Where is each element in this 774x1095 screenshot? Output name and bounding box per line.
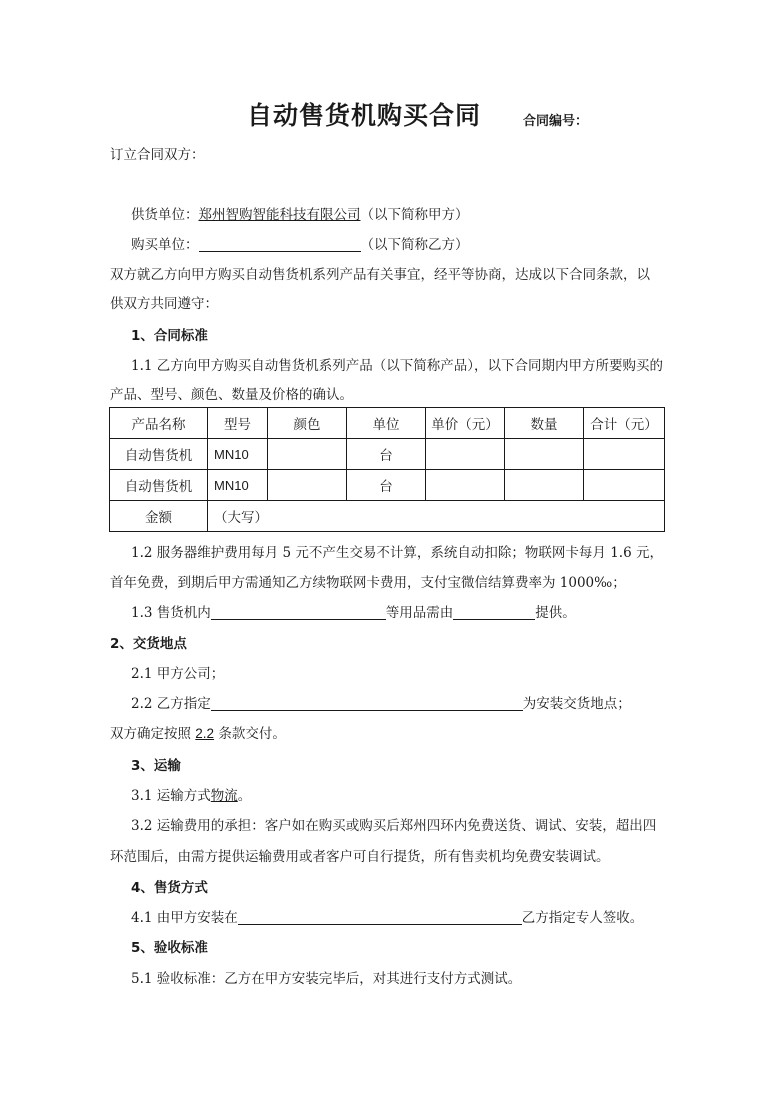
clause-3-1-value: 物流 [210,788,238,804]
section-1-heading: 1、合同标准 [131,328,208,344]
clause-4-1-suffix: 乙方指定专人签收。 [521,910,644,926]
table-header-row [110,408,665,439]
section-4-heading: 4、售货方式 [131,880,208,896]
clause-3-1-prefix: 3.1 运输方式 [131,788,211,804]
section-3-heading: 3、运输 [131,758,181,774]
clause-3-2-line-2: 环范围后，由需方提供运输费用或者客户可自行提货，所有售卖机均免费安装调试。 [110,849,610,865]
clause-5-1: 5.1 验收标准：乙方在甲方安装完毕后，对其进行支付方式测试。 [131,971,522,987]
cell-unit-price [426,439,505,470]
clause-2-2-suffix: 为安装交货地点； [522,696,631,712]
header-model: 型号 [208,408,268,439]
clause-3-2-line-1: 3.2 运输费用的承担：客户如在购买或购买后郑州四环内免费送货、调试、安装，超出四 [131,818,657,834]
delivery-confirm-suffix: 条款交付。 [214,726,286,742]
preamble-line-1: 双方就乙方向甲方购买自动售货机系列产品有关事宜，经平等协商，达成以下合同条款，以 [110,267,650,283]
delivery-confirm-ref: 2.2 [195,726,215,741]
amount-label: 金额 [110,501,208,532]
cell-color [268,439,347,470]
header-unit-price: 单价（元） [426,408,505,439]
contract-number-label: 合同编号： [523,114,589,129]
supplier-label: 供货单位： [131,207,199,223]
header-color: 颜色 [268,408,347,439]
product-table [109,407,665,532]
clause-1-2-line-2: 首年免费，到期后甲方需通知乙方续物联网卡费用，支付宝微信结算费率为 1000‰； [110,575,626,591]
supplier-line [131,203,469,223]
buyer-line [131,233,469,253]
cell-product-name: 自动售货机 [110,439,208,470]
cell-unit: 台 [347,439,426,470]
cell-quantity [505,439,584,470]
header-total: 合计（元） [584,408,665,439]
clause-1-1-line-2: 产品、型号、颜色、数量及价格的确认。 [110,387,353,403]
clause-1-2-line-1: 1.2 服务器维护费用每月 5 元不产生交易不计算，系统自动扣除；物联网卡每月 1.6 元， [131,545,663,561]
clause-1-3-middle: 等用品需由 [385,605,454,621]
cell-total [584,470,665,501]
clause-1-3-suffix: 提供。 [535,605,576,621]
cell-product-name: 自动售货机 [110,470,208,501]
amount-value: （大写） [208,501,665,532]
clause-3-1 [131,784,251,804]
clause-4-1-blank [238,910,522,925]
clause-1-3-blank-provider [453,605,535,620]
clause-1-3 [131,601,576,621]
buyer-blank [199,237,361,252]
parties-intro: 订立合同双方： [110,147,205,163]
preamble-line-2: 供双方共同遵守： [110,296,218,312]
buyer-suffix: （以下简称乙方） [360,237,469,253]
buyer-label: 购买单位： [131,237,199,253]
cell-unit-price [426,470,505,501]
header-quantity: 数量 [505,408,584,439]
cell-model: MN10 [208,470,268,501]
header-unit: 单位 [347,408,426,439]
clause-1-3-blank-items [211,605,386,620]
clause-2-2 [131,692,631,712]
section-5-heading: 5、验收标准 [131,940,208,956]
clause-3-1-suffix: 。 [237,788,252,804]
delivery-confirm-prefix: 双方确定按照 [110,726,196,742]
clause-2-1: 2.1 甲方公司； [131,666,225,682]
table-row [110,470,665,501]
cell-color [268,470,347,501]
table-row [110,439,665,470]
clause-4-1-prefix: 4.1 由甲方安装在 [131,910,238,926]
clause-1-1-line-1: 1.1 乙方向甲方购买自动售货机系列产品（以下简称产品），以下合同期内甲方所要购买的 [131,358,664,374]
section-2-heading: 2、交货地点 [110,636,187,652]
clause-2-2-blank [211,696,523,711]
supplier-name: 郑州智购智能科技有限公司 [198,207,361,223]
clause-2-2-prefix: 2.2 乙方指定 [131,696,211,712]
supplier-suffix: （以下简称甲方） [360,207,469,223]
cell-quantity [505,470,584,501]
header-product-name: 产品名称 [110,408,208,439]
page-title: 自动售货机购买合同 [247,101,482,130]
table-amount-row [110,501,665,532]
cell-unit: 台 [347,470,426,501]
clause-4-1 [131,906,643,926]
clause-1-3-prefix: 1.3 售货机内 [131,605,211,621]
cell-total [584,439,665,470]
delivery-confirm [110,722,286,742]
cell-model: MN10 [208,439,268,470]
